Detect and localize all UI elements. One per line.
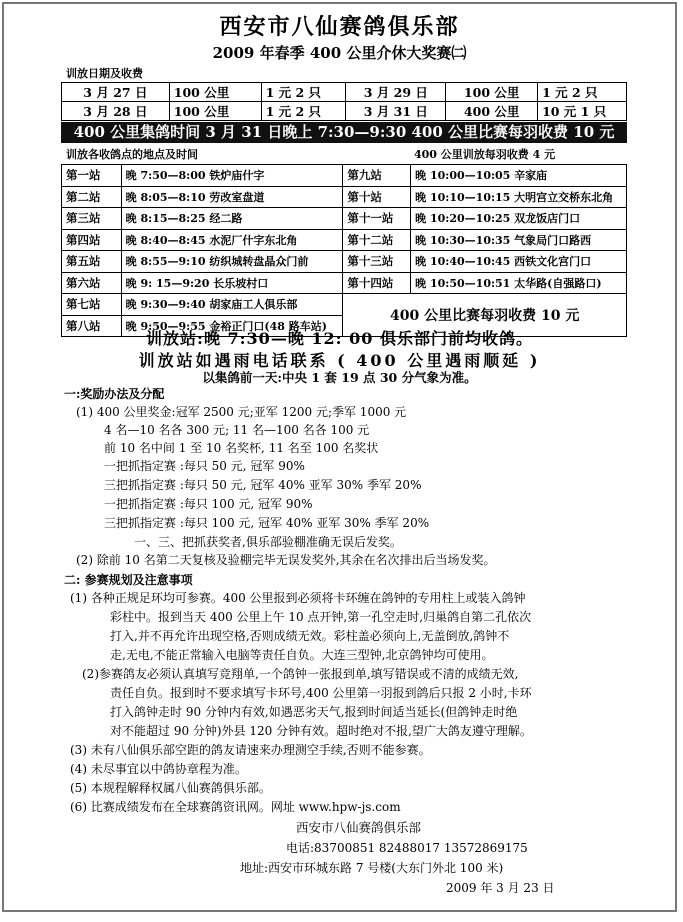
collection-banner: 400 公里集鸽时间 3 月 31 日晚上 7:30—9:30 400 公里比赛每羽收费 10 元 — [61, 122, 627, 143]
station-label: 第十三站 — [343, 251, 411, 273]
page-subtitle: 2009 年春季 400 公里介休大奖赛㈡ — [212, 44, 467, 62]
station-detail: 晚 10:10—10:15 大明宫立交桥东北角 — [411, 186, 627, 208]
schedule-distance: 100 公里 — [169, 102, 261, 121]
station-label: 第十一站 — [343, 208, 411, 230]
station-label: 第七站 — [62, 294, 122, 316]
rules-line: (1) 各种正规足环均可参赛。400 公里报到必须将卡环缠在鸽钟的专用柱上或装入鸽钟 — [70, 591, 526, 605]
rules-line: (3) 未有八仙俱乐部空距的鸽友请速来办理测空手续,否则不能参赛。 — [70, 743, 431, 757]
award-line: (1) 400 公里奖金:冠军 2500 元;亚军 1200 元;季军 1000 元 — [76, 405, 407, 419]
station-detail: 晚 9:30—9:40 胡家庙工人俱乐部 — [121, 294, 343, 316]
station-detail: 晚 8:55—9:10 纺织城转盘晶众门前 — [121, 251, 343, 273]
station-label: 第九站 — [343, 165, 411, 187]
schedule-date: 3 月 27 日 — [62, 83, 170, 102]
station-row — [62, 208, 627, 230]
station-detail: 晚 10:00—10:05 辛家庙 — [411, 165, 627, 187]
station-detail: 晚 10:30—10:35 气象局门口路西 — [411, 229, 627, 251]
stations-heading: 训放各收鸽点的地点及时间 — [66, 148, 198, 161]
rules-line: 对不能超过 90 分钟)外县 120 分钟有效。超时绝对不报,望广大鸽友遵守理解。 — [110, 724, 532, 738]
award-line: 一把抓指定赛 :每只 100 元, 冠军 90% — [104, 497, 313, 511]
award-line: 前 10 名中间 1 至 10 名奖杯, 11 名至 100 名奖状 — [104, 441, 379, 455]
award-line: 一把抓指定赛 :每只 50 元, 冠军 90% — [104, 459, 305, 473]
schedule-date: 3 月 28 日 — [62, 102, 170, 121]
station-label: 第三站 — [62, 208, 122, 230]
stations-table — [61, 164, 627, 337]
footer-phone: 电话:83700851 82488017 13572869175 — [286, 841, 528, 855]
rules-line: 彩柱中。报到当天 400 公里上午 10 点开钟,第一孔空走时,归巢鸽自第二孔依次 — [110, 610, 532, 624]
station-label: 第十站 — [343, 186, 411, 208]
station-label: 第十四站 — [343, 272, 411, 294]
station-label: 第一站 — [62, 165, 122, 187]
schedule-table — [61, 82, 627, 121]
award-line: 三把抓指定赛 :每只 50 元, 冠军 40% 亚军 30% 季军 20% — [104, 478, 422, 492]
station-detail: 晚 10:40—10:45 西铁文化宫门口 — [411, 251, 627, 273]
station-label: 第十二站 — [343, 229, 411, 251]
schedule-distance: 400 公里 — [446, 102, 538, 121]
schedule-fee: 1 元 2 只 — [538, 83, 627, 102]
rules-line: (4) 未尽事宜以中鸽协章程为准。 — [70, 762, 247, 776]
schedule-row — [62, 83, 627, 102]
station-row — [62, 294, 627, 316]
station-detail: 晚 10:50—10:51 太华路(自强路口) — [411, 272, 627, 294]
station-row — [62, 165, 627, 187]
station-label: 第六站 — [62, 272, 122, 294]
station-detail: 晚 8:40—8:45 水泥厂什字东北角 — [121, 229, 343, 251]
station-detail: 晚 9: 15—9:20 长乐坡村口 — [121, 272, 343, 294]
station-detail: 晚 8:15—8:25 经二路 — [121, 208, 343, 230]
station-label: 第四站 — [62, 229, 122, 251]
award-line: 4 名—10 名各 300 元; 11 名—100 名各 100 元 — [104, 423, 370, 437]
station-detail: 晚 8:05—8:10 劳改室盘道 — [121, 186, 343, 208]
schedule-fee: 1 元 2 只 — [261, 83, 346, 102]
training-fee-note: 400 公里训放每羽收费 4 元 — [414, 148, 556, 161]
rules-line: 走,无电,不能正常输入电脑等责任自负。大连三型钟,北京鸽钟均可使用。 — [110, 648, 494, 662]
flyer — [2, 2, 677, 912]
award-line: (2) 除前 10 名第二天复核及验棚完毕无误发奖外,其余在名次排出后当场发奖。 — [76, 553, 496, 567]
race-fee-note: 400 公里比赛每羽收费 10 元 — [343, 294, 627, 337]
award-line: 一、三、把抓获奖者,俱乐部验棚准确无误后发奖。 — [134, 535, 402, 549]
section2-heading: 二: 参赛规划及注意事项 — [64, 573, 193, 587]
collection-notice: 训放站:晚 7:30—晚 12: 00 俱乐部门前均收鸽。 — [146, 329, 533, 348]
rules-line: (2)参赛鸽友必须认真填写竞翔单,一个鸽钟一张报到单,填写错误或不清的成绩无效, — [82, 667, 519, 681]
page-title: 西安市八仙赛鸽俱乐部 — [219, 14, 460, 40]
station-row — [62, 229, 627, 251]
footer-address: 地址:西安市环城东路 7 号楼(大东门外北 100 米) — [240, 861, 504, 875]
schedule-date: 3 月 31 日 — [346, 102, 446, 121]
station-row — [62, 251, 627, 273]
rules-line: 打入鸽钟走时 90 分钟内有效,如遇恶劣天气,报到时间适当延长(但鸽钟走时绝 — [110, 705, 518, 719]
schedule-heading: 训放日期及收费 — [66, 67, 143, 80]
schedule-row — [62, 102, 627, 121]
station-detail: 晚 10:20—10:25 双龙饭店门口 — [411, 208, 627, 230]
station-detail: 晚 9:50—9:55 金裕正门口(48 路车站) — [121, 315, 343, 337]
weather-notice: 以集鸽前一天:中央 1 套 19 点 30 分气象为准。 — [202, 370, 477, 385]
rules-line: (5) 本规程解释权属八仙赛鸽俱乐部。 — [70, 781, 271, 795]
footer-date: 2009 年 3 月 23 日 — [446, 881, 555, 895]
schedule-distance: 100 公里 — [169, 83, 261, 102]
schedule-fee: 1 元 2 只 — [261, 102, 346, 121]
schedule-fee: 10 元 1 只 — [538, 102, 627, 121]
footer-org: 西安市八仙赛鸽俱乐部 — [296, 820, 422, 835]
station-label: 第五站 — [62, 251, 122, 273]
rules-line: 打入,并不再允许出现空格,否则成绩无效。彩柱盖必须向上,无盖倒放,鸽钟不 — [110, 629, 510, 643]
section1-heading: 一:奖励办法及分配 — [64, 387, 165, 401]
station-label: 第八站 — [62, 315, 122, 337]
rain-notice: 训放站如遇雨电话联系 ( 400 公里遇雨顺延 ) — [138, 351, 541, 370]
award-line: 三把抓指定赛 :每只 100 元, 冠军 40% 亚军 30% 季军 20% — [104, 516, 430, 530]
results-website-line: (6) 比赛成绩发布在全球赛鸽资讯网。网址 www.hpw-js.com — [70, 800, 401, 814]
station-row — [62, 186, 627, 208]
station-detail: 晚 7:50—8:00 铁炉庙什字 — [121, 165, 343, 187]
schedule-distance: 100 公里 — [446, 83, 538, 102]
rules-line: 责任自负。报到时不要求填写卡环号,400 公里第一羽报到鸽后只报 2 小时,卡环 — [110, 686, 532, 700]
schedule-date: 3 月 29 日 — [346, 83, 446, 102]
station-label: 第二站 — [62, 186, 122, 208]
station-row — [62, 272, 627, 294]
